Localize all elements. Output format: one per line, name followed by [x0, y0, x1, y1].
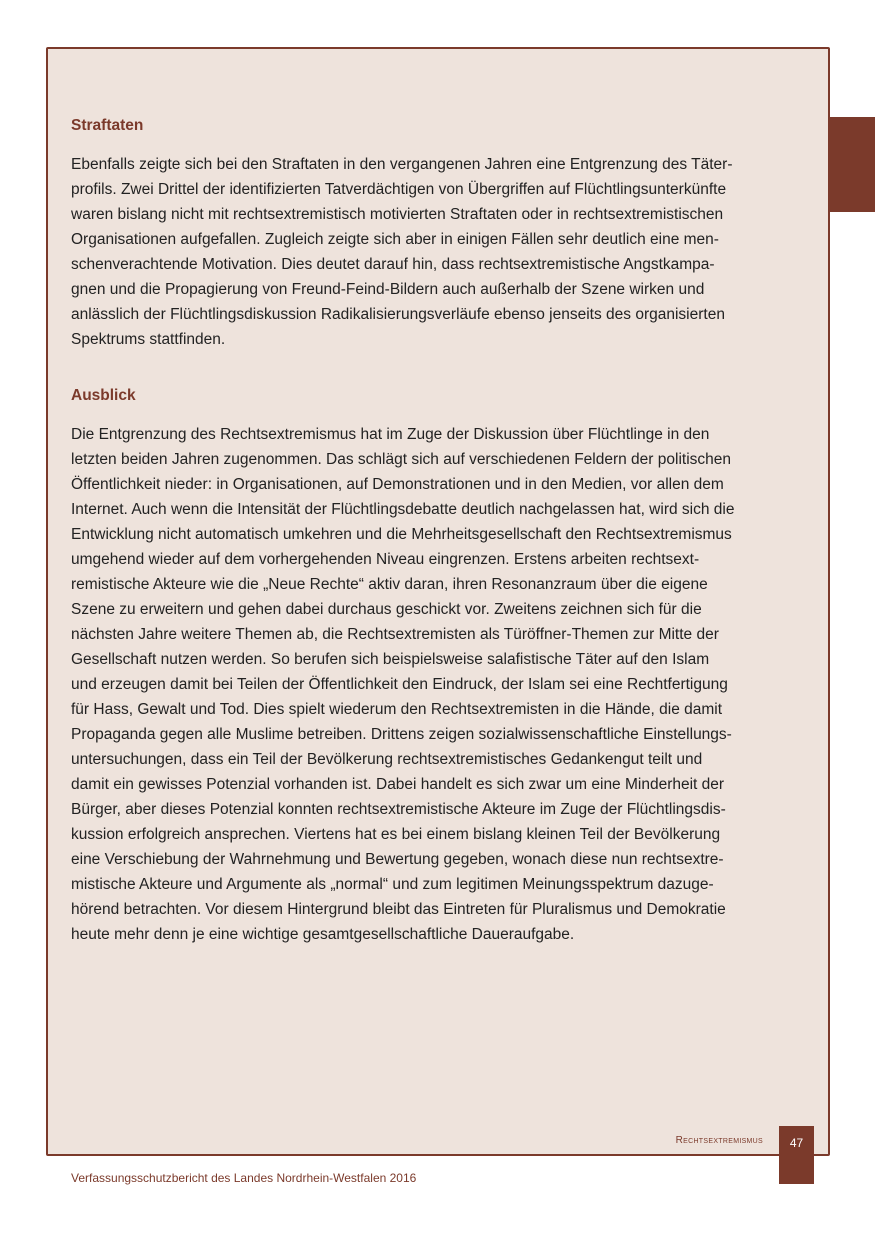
text-line: Propaganda gegen alle Muslime betreiben. Drittens zeigen sozialwissenschaftliche Einstellungs-: [71, 726, 732, 743]
text-line: schenverachtende Motivation. Dies deutet darauf hin, dass rechtsextremistische Angstkampa-: [71, 256, 715, 273]
text-line: hörend betrachten. Vor diesem Hintergrund bleibt das Eintreten für Pluralismus und Demokratie: [71, 901, 726, 918]
text-line: Öffentlichkeit nieder: in Organisationen, auf Demonstrationen und in den Medien, vor allen dem: [71, 476, 724, 493]
text-line: Organisationen aufgefallen. Zugleich zeigte sich aber in einigen Fällen sehr deutlich eine men-: [71, 231, 719, 248]
text-line: kussion erfolgreich ansprechen. Viertens hat es bei einem bislang kleinen Teil der Bevölkerung: [71, 826, 721, 843]
text-line: nächsten Jahre weitere Themen ab, die Rechtsextremisten als Türöffner-Themen zur Mitte der: [71, 626, 719, 643]
page-number: 47: [779, 1126, 814, 1184]
footer-section-label: Rechtsextremismus: [675, 1135, 763, 1146]
text-line: Ebenfalls zeigte sich bei den Straftaten in den vergangenen Jahren eine Entgrenzung des Täter-: [71, 156, 733, 173]
text-line: Die Entgrenzung des Rechtsextremismus hat im Zuge der Diskussion über Flüchtlinge in den: [71, 426, 710, 443]
paragraph-straftaten: [71, 152, 786, 352]
text-line: umgehend wieder auf dem vorhergehenden Niveau eingrenzen. Erstens arbeiten rechtsext-: [71, 551, 700, 568]
text-line: Internet. Auch wenn die Intensität der Flüchtlingsdebatte deutlich nachgelassen hat, wird sich die: [71, 501, 735, 518]
text-line: letzten beiden Jahren zugenommen. Das schlägt sich auf verschiedenen Feldern der politischen: [71, 451, 731, 468]
text-line: für Hass, Gewalt und Tod. Dies spielt wiederum den Rechtsextremisten in die Hände, die damit: [71, 701, 723, 718]
text-line: eine Verschiebung der Wahrnehmung und Bewertung gegeben, wonach diese nun rechtsextre-: [71, 851, 724, 868]
text-line: Bürger, aber dieses Potenzial konnten rechtsextremistische Akteure im Zuge der Flüchtlingsdis-: [71, 801, 726, 818]
text-line: heute mehr denn je eine wichtige gesamtgesellschaftliche Daueraufgabe.: [71, 926, 575, 943]
section-heading-ausblick: Ausblick: [71, 387, 136, 404]
text-line: gnen und die Propagierung von Freund-Feind-Bildern auch außerhalb der Szene wirken und: [71, 281, 705, 298]
text-line: profils. Zwei Drittel der identifizierten Tatverdächtigen von Übergriffen auf Flüchtlingsunterkünfte: [71, 181, 727, 198]
text-line: damit ein gewisses Potenzial vorhanden ist. Dabei handelt es sich zwar um eine Minderheit der: [71, 776, 725, 793]
text-line: anlässlich der Flüchtlingsdiskussion Radikalisierungsverläufe ebenso jenseits des organisierten: [71, 306, 725, 323]
text-line: Entwicklung nicht automatisch umkehren und die Mehrheitsgesellschaft den Rechtsextremismus: [71, 526, 732, 543]
chapter-side-tab: [829, 117, 875, 212]
text-line: mistische Akteure und Argumente als „normal“ und zum legitimen Meinungsspektrum dazuge-: [71, 876, 714, 893]
text-line: waren bislang nicht mit rechtsextremistisch motivierten Straftaten oder in rechtsextremistischen: [71, 206, 724, 223]
section-heading-straftaten: Straftaten: [71, 117, 144, 134]
text-line: untersuchungen, dass ein Teil der Bevölkerung rechtsextremistisches Gedankengut teilt und: [71, 751, 703, 768]
main-text: [71, 113, 786, 947]
paragraph-ausblick: [71, 422, 786, 947]
text-line: remistische Akteure wie die „Neue Rechte“ aktiv daran, ihren Resonanzraum über die eigene: [71, 576, 708, 593]
text-line: Spektrums stattfinden.: [71, 331, 226, 348]
footer-report-title: Verfassungsschutzbericht des Landes Nordrhein-Westfalen 2016: [71, 1171, 417, 1185]
text-line: Szene zu erweitern und gehen dabei durchaus geschickt vor. Zweitens zeichnen sich für die: [71, 601, 702, 618]
text-line: Gesellschaft nutzen werden. So berufen sich beispielsweise salafistische Täter auf den Islam: [71, 651, 710, 668]
text-line: und erzeugen damit bei Teilen der Öffentlichkeit den Eindruck, der Islam sei eine Rechtfertigung: [71, 676, 728, 693]
